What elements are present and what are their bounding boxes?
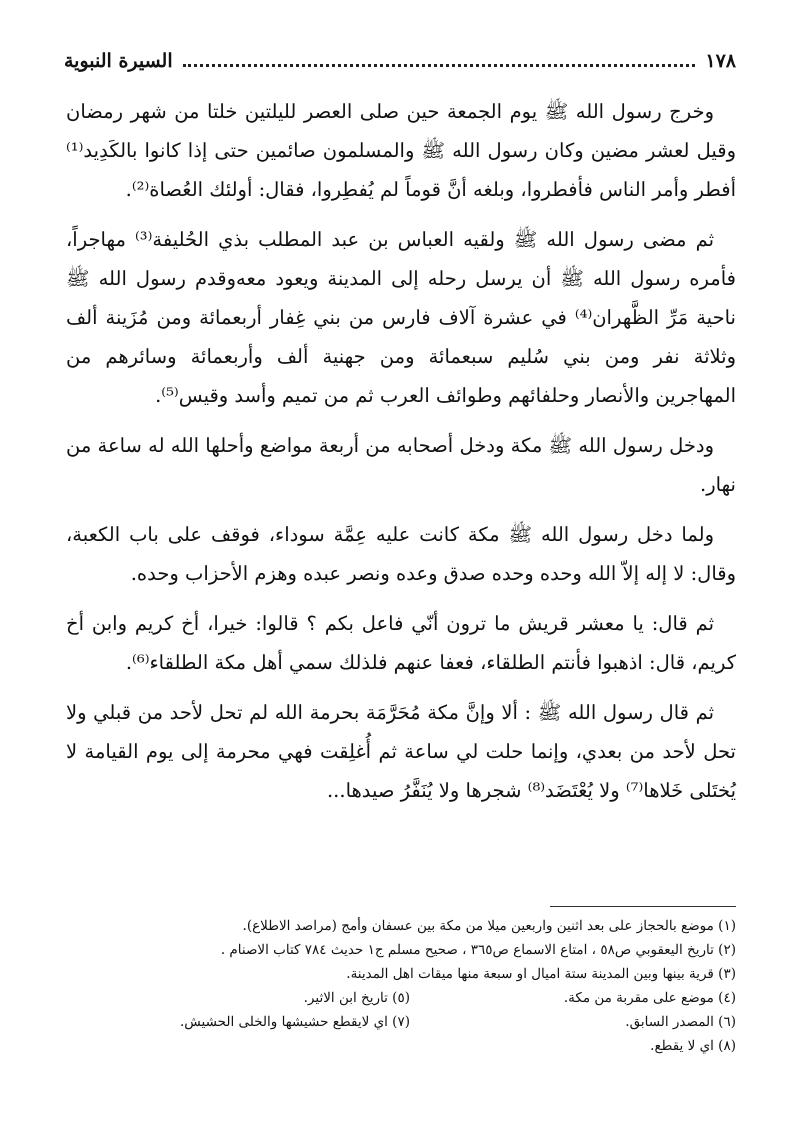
paragraph-4: ولما دخل رسول الله ﷺ مكة كانت عليه عِمَّة سوداء، فوقف على باب الكعبة، وقال: لا إله إلاّ الله وحده وحده صدق وعده ونصر عبده وهزم الأحزاب وحده.: [66, 523, 736, 585]
footnote-6: (٦) المصدر السابق.: [625, 1014, 736, 1030]
paragraph-2: ثم مضى رسول الله ﷺ ولقيه العباس بن عبد المطلب بذي الحُليفة⁽³⁾ مهاجراً، فأمره رسول الله ﷺ أن يرسل رحله إلى المدينة ويعود معه‌وقدم رسول الله ﷺ ناحية مَرِّ الظَّهران⁽⁴⁾ في عشرة آلاف فارس من بني غِفار أربعمائة ومن مُزَينة ألف وثلاثة نفر ومن بني سُليم سبعمائة ومن جهنية ألف وأربعمائة وسائرهم من المهاجرين والأنصار وحلفائهم وطوائف العرب ثم من تميم وأسد وقيس⁽⁵⁾.: [66, 228, 736, 407]
footnote-row-6-7: [66, 1010, 736, 1034]
footnote-1: (١) موضع بالحجاز على بعد اثنين واربعين ميلا من مكة بين عسفان وأمج (مراصد الاطلاع).: [242, 918, 736, 934]
footnote-separator: [550, 906, 736, 907]
footnote-5: (٥) تاريخ ابن الاثير.: [303, 990, 410, 1006]
page-number: ١٧٨: [705, 50, 736, 72]
running-header: [64, 44, 736, 78]
footnote-8: (٨) اي لا يقطع.: [650, 1038, 736, 1054]
footnote-4: (٤) موضع على مقربة من مكة.: [563, 990, 736, 1006]
main-text: [66, 92, 736, 821]
paragraph-5: ثم قال: يا معشر قريش ما ترون أنّي فاعل بكم ؟ قالوا: خيرا، أخ كريم وابن أخ كريم، قال: اذهبوا فأنتم الطلقاء، فعفا عنهم فلذلك سمي أهل مكة الطلقاء⁽⁶⁾.: [66, 612, 736, 674]
paragraph-6: ثم قال رسول الله ﷺ : ألا وإنَّ مكة مُحَرَّمَة بحرمة الله لم تحل لأحد من قبلي ولا تحل لأحد من بعدي، وإنما حلت لي ساعة ثم أُغلِقت فهي محرمة إلى يوم القيامة لا يُختَلى خَلاها⁽⁷⁾ ولا يُعْتَضَد⁽⁸⁾ شجرها ولا يُنَفَّرُ صيدها...: [66, 701, 736, 802]
footnote-7: (٧) اي لايقطع حشيشها والخلى الحشيش.: [180, 1014, 410, 1030]
footnote-2: (٢) تاريخ اليعقوبي ص٥٨ ، امتاع الاسماع ص٣٦٥ ، صحيح مسلم ج١ حديث ٧٨٤ كتاب الاصنام .: [220, 942, 736, 958]
footnotes: [66, 914, 736, 1058]
paragraph-1: وخرج رسول الله ﷺ يوم الجمعة حين صلى العصر لليلتين خلتا من شهر رمضان وقيل لعشر مضين وكان رسول الله ﷺ والمسلمون صائمين حتى إذا كانوا بالكَدِيد⁽¹⁾ أفطر وأمر الناس فأفطروا، وبلغه أنَّ قوماً لم يُفطِروا، فقال: أولئك العُصاة⁽²⁾.: [66, 100, 736, 201]
paragraph-3: ودخل رسول الله ﷺ مكة ودخل أصحابه من أربعة مواضع وأحلها الله له ساعة من نهار.: [66, 434, 736, 496]
footnote-row-4-5: [66, 986, 736, 1010]
book-title: السيرة النبوية: [64, 50, 173, 72]
footnote-3: (٣) قرية بينها وبين المدينة ستة اميال او سبعة منها ميقات اهل المدينة.: [346, 966, 736, 982]
header-dot-leader: [183, 64, 696, 67]
